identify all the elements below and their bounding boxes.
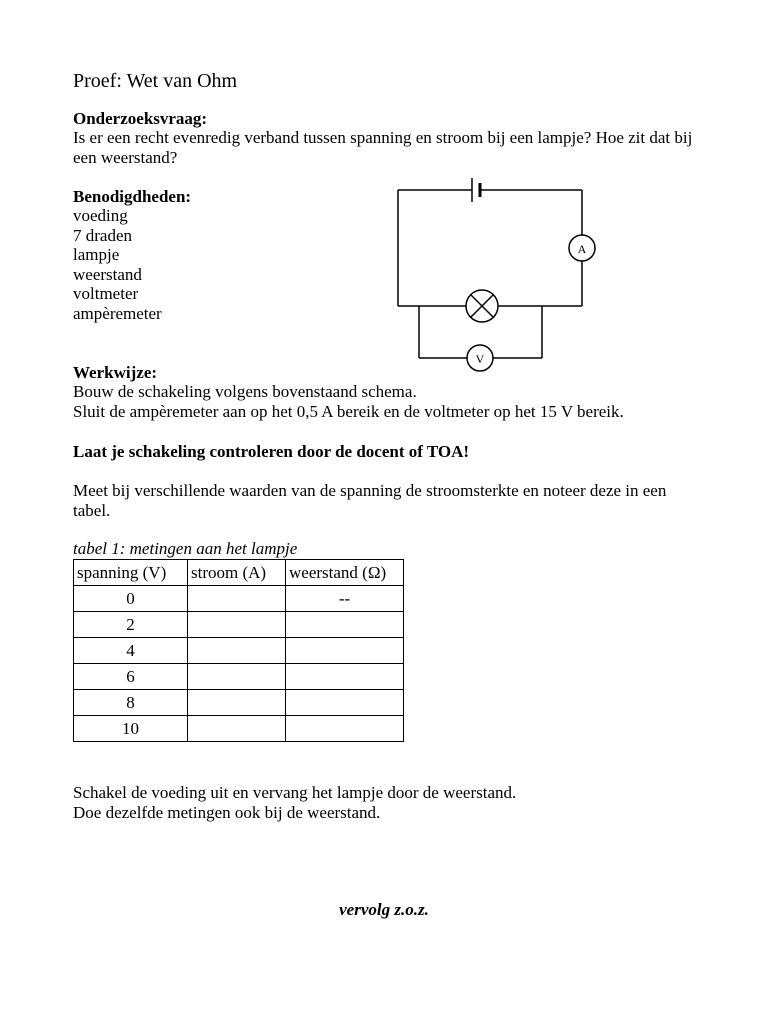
cell-stroom xyxy=(188,716,286,742)
research-question-text: Is er een recht evenredig verband tussen spanning en stroom bij een lampje? Hoe zit dat bij een weerstand? xyxy=(73,128,693,167)
cell-weerstand xyxy=(286,716,404,742)
cell-weerstand xyxy=(286,664,404,690)
materials-item: ampèremeter xyxy=(73,303,162,323)
materials-item: voeding xyxy=(73,206,128,225)
cell-spanning: 0 xyxy=(74,586,188,612)
table-header-row xyxy=(74,560,404,586)
cell-weerstand xyxy=(286,690,404,716)
voltmeter-label: V xyxy=(475,352,485,366)
footer-note: vervolg z.o.z. xyxy=(339,900,429,919)
method-line: Sluit de ampèremeter aan op het 0,5 A bereik en de voltmeter op het 15 V bereik. xyxy=(73,401,624,421)
materials-item: 7 draden xyxy=(73,225,133,245)
materials-item: lampje xyxy=(73,245,120,264)
table-caption: tabel 1: metingen aan het lampje xyxy=(73,539,298,558)
table-row xyxy=(74,612,404,638)
table-row xyxy=(74,638,404,664)
table-row xyxy=(74,716,404,742)
cell-stroom xyxy=(188,690,286,716)
cell-stroom xyxy=(188,586,286,612)
page-title: Proef: Wet van Ohm xyxy=(73,70,238,92)
cell-stroom xyxy=(188,664,286,690)
cell-spanning: 4 xyxy=(74,638,188,664)
table-row xyxy=(74,664,404,690)
method-line: Bouw de schakeling volgens bovenstaand schema. xyxy=(73,382,417,401)
circuit-diagram xyxy=(390,172,610,377)
materials-item: voltmeter xyxy=(73,284,139,303)
final-line: Doe dezelfde metingen ook bij de weerstand. xyxy=(73,802,381,822)
cell-weerstand: -- xyxy=(286,586,404,612)
cell-spanning: 2 xyxy=(74,612,188,638)
method-text xyxy=(73,382,703,421)
measure-instruction: Meet bij verschillende waarden van de spanning de stroomsterkte en noteer deze in een tabel. xyxy=(73,481,667,520)
table-row xyxy=(74,586,404,612)
table-row xyxy=(74,690,404,716)
header-spanning: spanning (V) xyxy=(74,560,188,586)
cell-weerstand xyxy=(286,612,404,638)
materials-heading: Benodigdheden: xyxy=(73,187,192,206)
header-weerstand: weerstand (Ω) xyxy=(286,560,404,586)
measurement-table xyxy=(73,559,404,742)
cell-spanning: 10 xyxy=(74,716,188,742)
method-heading: Werkwijze: xyxy=(73,363,158,382)
final-instructions xyxy=(73,783,703,822)
check-note: Laat je schakeling controleren door de docent of TOA! xyxy=(73,442,470,461)
ammeter-label: A xyxy=(577,242,587,256)
cell-stroom xyxy=(188,638,286,664)
materials-item: weerstand xyxy=(73,264,142,284)
cell-spanning: 6 xyxy=(74,664,188,690)
research-question-heading: Onderzoeksvraag: xyxy=(73,109,208,128)
cell-weerstand xyxy=(286,638,404,664)
header-stroom: stroom (A) xyxy=(188,560,286,586)
cell-spanning: 8 xyxy=(74,690,188,716)
cell-stroom xyxy=(188,612,286,638)
final-line: Schakel de voeding uit en vervang het lampje door de weerstand. xyxy=(73,783,517,802)
